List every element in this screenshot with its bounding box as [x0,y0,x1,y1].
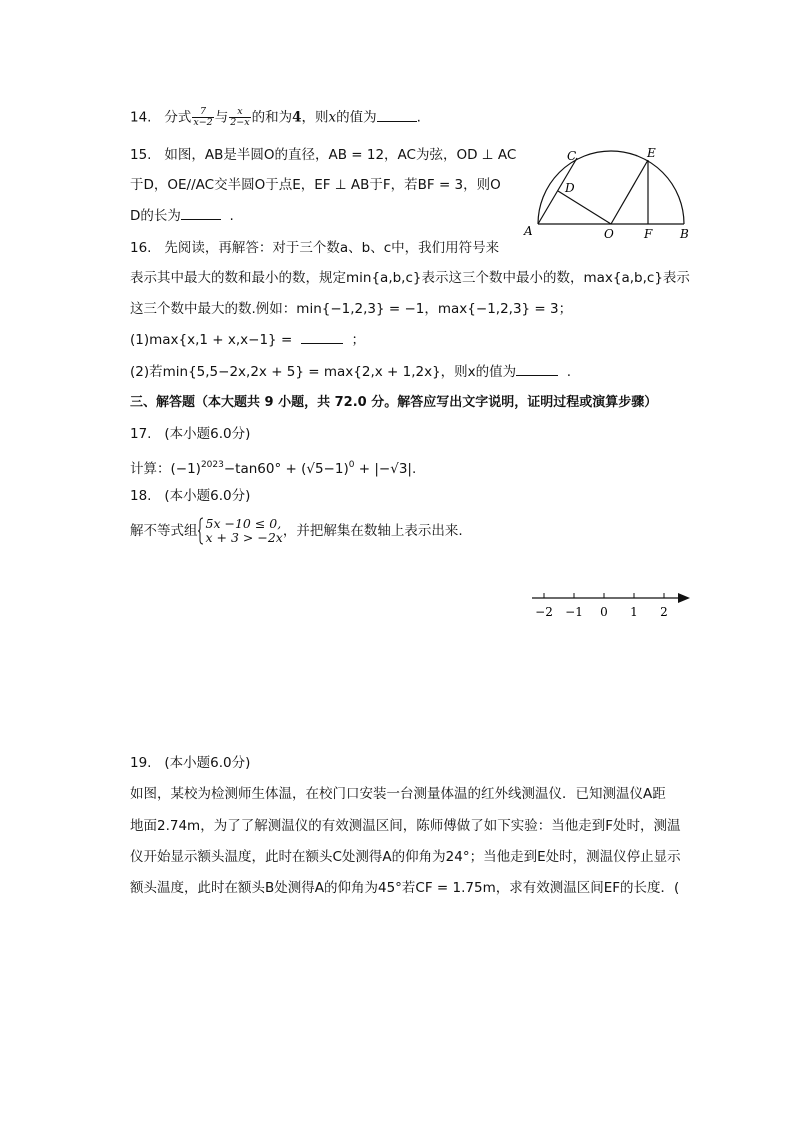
math-text: −tan60° + (√5−1) [223,461,349,477]
text: 的和为 [251,109,293,126]
text: 分式 [164,109,192,126]
number-line-tick-label: −1 [565,605,583,619]
question-17-body [130,455,416,479]
arrow-right-icon [678,593,690,603]
question-text: 如图，某校为检测师生体温，在校门口安装一台测量体温的红外线测温仪．已知测温仪A距 [130,786,666,802]
inequality-2: x + 3 > −2x [205,530,283,545]
question-text: D的长为 [130,208,181,224]
question-score: (本小题6.0分) [164,426,251,442]
question-text: 先阅读，再解答：对于三个数a、b、c中，我们用符号来 [164,240,500,256]
question-16-line-1 [130,238,499,258]
question-text: 地面2.74m，为了了解测温仪的有效测温区间，陈师傅做了如下实验：当他走到F处时，测温 [130,818,681,834]
question-19-line-2 [130,816,680,836]
inequality-system [198,517,283,545]
question-number: 14. [130,109,152,126]
segment-OE [611,160,648,224]
label-E: E [647,146,656,160]
answer-blank [516,363,558,376]
question-15-line-3 [130,206,234,226]
question-text: 这三个数中最大的数.例如：min{−1,2,3} = −1，max{−1,2,3} = 3； [130,301,573,317]
question-19-line-4 [130,878,679,898]
text: . [229,208,234,224]
question-text: 额头温度，此时在额头B处测得A的仰角为45°若CF = 1.75m，求有效测温区间EF的长度．( [130,880,680,896]
label-O: O [604,227,614,241]
question-19-header [130,753,250,773]
question-score: (本小题6.0分) [164,488,251,504]
segment-OD [558,191,611,224]
label-F: F [644,227,653,241]
text: 与 [214,109,229,126]
number-line-tick-label: 0 [600,605,608,619]
question-text: (2)若min{5,5−2x,2x + 5} = max{2,x + 1,2x}，则x的值为 [130,364,517,380]
question-16-line-2 [130,268,690,288]
question-16-part-2 [130,362,571,382]
question-19-line-3 [130,847,681,867]
question-text: 解不等式组 [130,523,198,539]
exponent: 0 [348,460,355,470]
question-18-body [130,516,463,546]
label-A: A [524,224,533,238]
text: 的值为 [336,109,377,126]
brace-icon [198,517,204,545]
question-score: (本小题6.0分) [164,755,251,771]
sum-value: 4 [292,109,302,126]
math-text: 计算：(−1) [130,461,201,477]
question-19-line-1 [130,784,666,804]
section-3-title [130,393,657,413]
number-line-ticks [535,593,668,619]
fraction-2: $\frac{x}{2-x}$ [230,106,250,128]
answer-blank [181,207,221,220]
label-C: C [567,149,577,163]
number-line-tick-label: −2 [535,605,553,619]
question-15-line-2 [130,175,501,195]
question-text: 于D，OE//AC交半圆O于点E，EF ⊥ AB于F，若BF = 3，则O [130,177,501,193]
number-line-tick-label: 1 [630,605,638,619]
answer-blank [377,109,417,122]
inequality-1: 5x −10 ≤ 0, [205,516,282,531]
question-16-line-3 [130,299,572,319]
question-15-line-1 [130,145,516,165]
question-text: 如图，AB是半圆O的直径，AB = 12，AC为弦，OD ⊥ AC [164,147,517,163]
text: . [416,109,421,126]
question-number: 18. [130,488,152,504]
text: ； [351,332,365,348]
semicircle-figure [520,140,700,245]
number-line [530,588,695,624]
question-14 [130,107,421,128]
question-number: 19. [130,755,152,771]
exponent: 2023 [200,460,224,470]
question-number: 17. [130,426,152,442]
question-18-header [130,486,250,506]
number-line-tick-label: 2 [660,605,668,619]
question-number: 15. [130,147,152,163]
question-17-header [130,424,250,444]
question-number: 16. [130,240,152,256]
question-text: ，并把解集在数轴上表示出来. [282,523,463,539]
variable: x [328,109,337,126]
question-text: 表示其中最大的数和最小的数，规定min{a,b,c}表示这三个数中最小的数，max{a,b,c}表示 [130,270,690,286]
question-16-part-1 [130,330,365,350]
question-text: 仪开始显示额头温度，此时在额头C处测得A的仰角为24°；当他走到E处时，测温仪停止显示 [130,849,681,865]
label-D: D [565,181,575,195]
text: . [566,364,572,380]
label-B: B [680,227,689,241]
math-text: + |−√3|. [354,461,417,477]
question-text: (1)max{x,1 + x,x−1} = [130,332,293,348]
section-title: 三、解答题（本大题共 9 小题，共 72.0 分。解答应写出文字说明，证明过程或演算步骤） [130,395,658,410]
answer-blank [301,331,343,344]
text: ，则 [301,109,329,126]
fraction-1: $\frac{7}{x-2}$ [193,106,213,128]
